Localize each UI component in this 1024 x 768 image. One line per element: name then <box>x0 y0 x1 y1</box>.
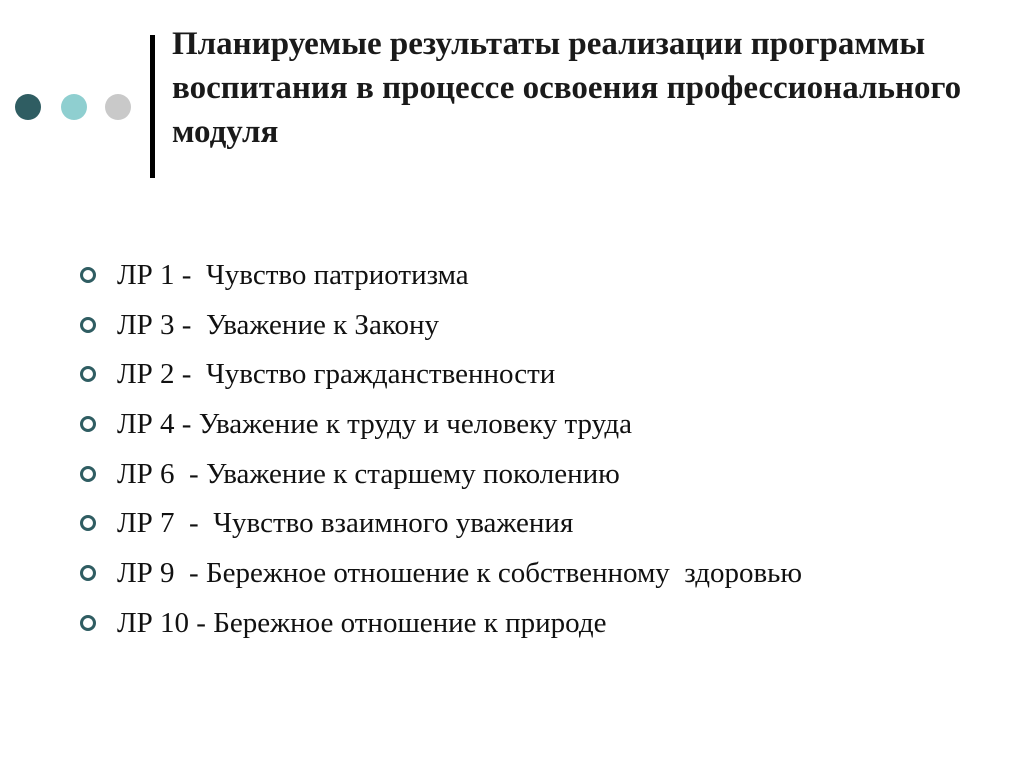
list-item <box>80 598 1000 648</box>
list-item-text: ЛР 6 - Уважение к старшему поколению <box>117 457 620 490</box>
bullet-list <box>80 250 1000 648</box>
title-divider <box>150 35 155 178</box>
list-item-text: ЛР 1 - Чувство патриотизма <box>117 259 469 291</box>
list-item-text: ЛР 10 - Бережное отношение к природе <box>117 606 607 639</box>
list-item <box>80 399 1000 449</box>
slide-title: Планируемые результаты реализации программы воспитания в процессе освоения профессионального модуля <box>172 26 962 150</box>
list-item <box>80 250 1000 300</box>
bullet-ring-icon <box>80 416 96 432</box>
bullet-ring-icon <box>80 615 96 631</box>
list-item <box>80 548 1000 598</box>
list-item-text: ЛР 3 - Уважение к Закону <box>117 308 439 341</box>
list-item <box>80 449 1000 499</box>
list-item-text: ЛР 4 - Уважение к труду и человеку труда <box>117 408 632 441</box>
list-item <box>80 349 1000 399</box>
bullet-ring-icon <box>80 267 96 283</box>
bullet-ring-icon <box>80 565 96 581</box>
list-item-text: ЛР 2 - Чувство гражданственности <box>117 358 556 391</box>
bullet-ring-icon <box>80 366 96 382</box>
list-item-text: ЛР 9 - Бережное отношение к собственному здоровью <box>117 557 803 590</box>
list-item-text: ЛР 7 - Чувство взаимного уважения <box>117 507 574 540</box>
bullet-ring-icon <box>80 515 96 531</box>
bullet-ring-icon <box>80 317 96 333</box>
decor-dot-light <box>61 94 87 120</box>
list-item <box>80 498 1000 548</box>
bullet-ring-icon <box>80 466 96 482</box>
decor-dot-dark <box>15 94 41 120</box>
decor-dot-gray <box>105 94 131 120</box>
list-item <box>80 300 1000 350</box>
